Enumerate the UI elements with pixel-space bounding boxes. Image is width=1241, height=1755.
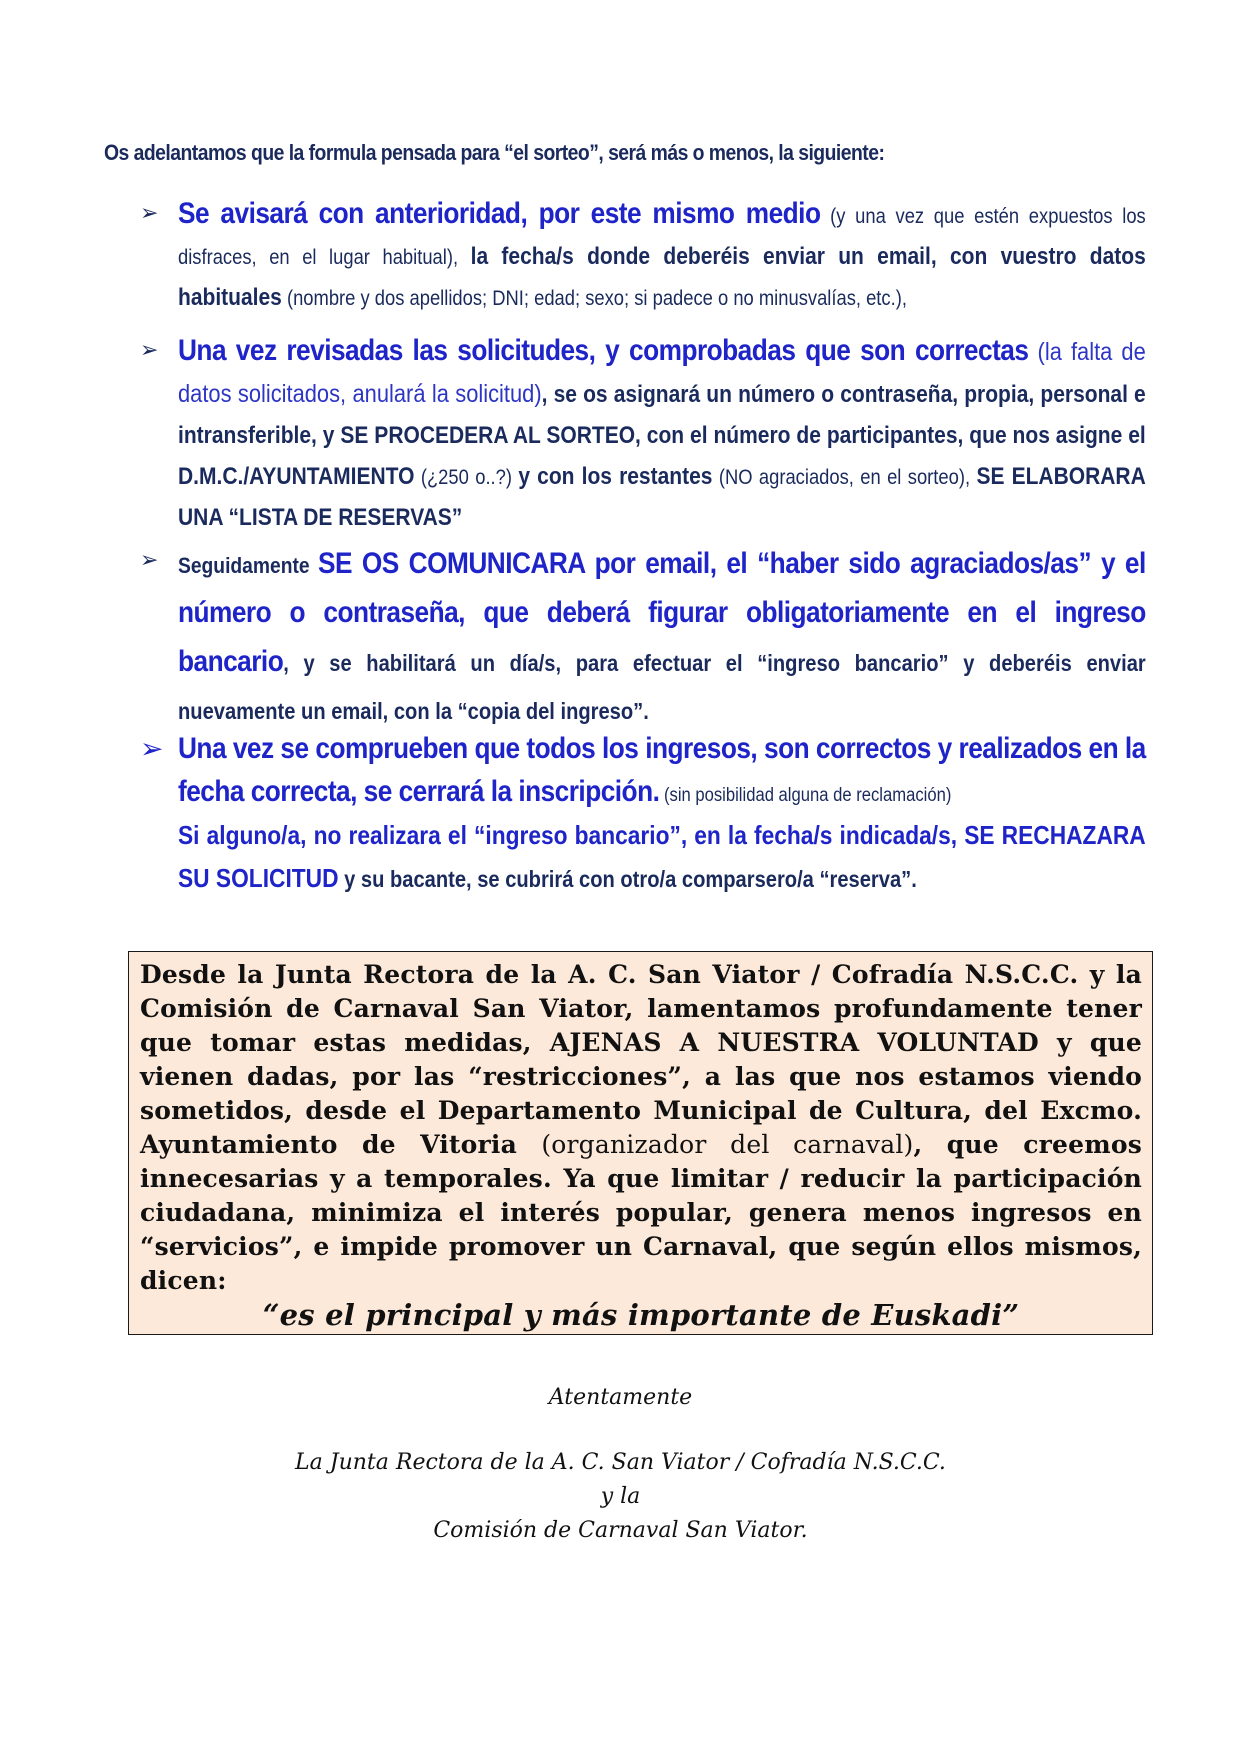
item4-highlight2: no realizara el “ingreso bancario”, en la fecha/s indicada/s, SE RECHAZARA SU SOLICITUD [178, 820, 1146, 893]
intro-paragraph: Os adelantamos que la formula pensada para “el sorteo”, será más o menos, la siguiente: [104, 140, 885, 165]
signature-line-1: La Junta Rectora de la A. C. San Viator / Cofradía N.S.C.C. [295, 1450, 946, 1475]
arrow-bullet-icon: ➢ [140, 548, 159, 573]
arrow-bullet-icon: ➢ [140, 201, 159, 226]
item4-bold: y su bacante, se cubrirá con otro/a comparsero/a “reserva”. [338, 866, 917, 892]
notice-part1: Desde la Junta Rectora de la A. C. San Viator / Cofradía N.S.C.C. y la Comisión de Carnaval San Viator, lamentamos profundamente tener que tomar estas medidas, AJENAS A NUESTRA VOLUNTAD y que vienen dadas, por las “restricciones”, a las que nos estamos viendo sometidos, desde el Departamento Municipal de Cultura, del Excmo. Ayuntamiento de Vitoria [140, 960, 1142, 1159]
list-item-text [178, 195, 1146, 320]
item2-rest: y con los restantes [518, 463, 713, 490]
item4-note: (sin posibilidad alguna de reclamación) [659, 785, 952, 806]
arrow-bullet-icon: ➢ [140, 732, 164, 765]
list-item-text [178, 542, 1146, 737]
notice-text [140, 958, 1142, 1332]
signature-line-2: y la [600, 1484, 641, 1509]
item2-note2: (NO agraciados, en el sorteo), [712, 466, 977, 489]
notice-quote: “es el principal y más importante de Euskadi” [262, 1298, 1020, 1332]
notice-part3: , que creemos innecesarias y a temporales. Ya que limitar / reducir la participación ciudadana, minimiza el interés popular, genera menos ingresos en “servicios”, e impide promover un Carnaval, que según ellos mismos, dicen: [140, 1130, 1143, 1295]
item2-highlight: Una vez revisadas las solicitudes, y comprobadas que son correctas [178, 334, 1029, 367]
item4-highlight: Una vez se comprueben que todos los ingresos, son correctos y realizados en la fecha correcta, se cerrará la inscripción. [178, 732, 1146, 808]
notice-part2: (organizador del carnaval) [541, 1130, 914, 1159]
item4-lead: Si alguno/a, [178, 820, 314, 850]
item2-note: (la falta de datos solicitados, anulará la solicitud) [178, 338, 1146, 408]
item1-note: (y una vez que estén expuestos los disfraces, en el lugar habitual), [178, 205, 1146, 269]
item3-bold: , y se habilitará un día/s, para efectuar el “ingreso bancario” y deberéis enviar nuevamente un email, con la “copia del ingreso”. [178, 650, 1146, 724]
item3-highlight: SE OS COMUNICARA por email, el “haber sido agraciados/as” y el número o contraseña, que deberá figurar obligatoriamente en el ingreso bancario [178, 547, 1146, 678]
item3-lead: Seguidamente [178, 553, 319, 578]
item2-reserves: SE ELABORARA UNA “LISTA DE RESERVAS” [178, 463, 1146, 531]
notice-box [128, 951, 1153, 1335]
item1-details: (nombre y dos apellidos; DNI; edad; sexo; si padece o no minusvalías, etc.), [281, 287, 907, 310]
item2-count: (¿250 o..?) [414, 466, 519, 489]
arrow-bullet-icon: ➢ [140, 338, 159, 363]
closing: Atentamente [548, 1385, 693, 1410]
item2-bold: , se os asignará un número o contraseña, propia, personal e intransferible, y SE PROCEDERA AL SORTEO, con el número de participantes, que nos asigne el D.M.C./AYUNTAMIENTO [178, 381, 1146, 490]
item1-highlight: Se avisará con anterioridad, por este mismo medio [178, 197, 821, 230]
signature-line-3: Comisión de Carnaval San Viator. [433, 1518, 808, 1543]
list-item-text [178, 332, 1146, 540]
list-item-text [178, 730, 1146, 902]
item1-bold: la fecha/s donde deberéis enviar un email, con vuestro datos habituales [178, 243, 1146, 311]
